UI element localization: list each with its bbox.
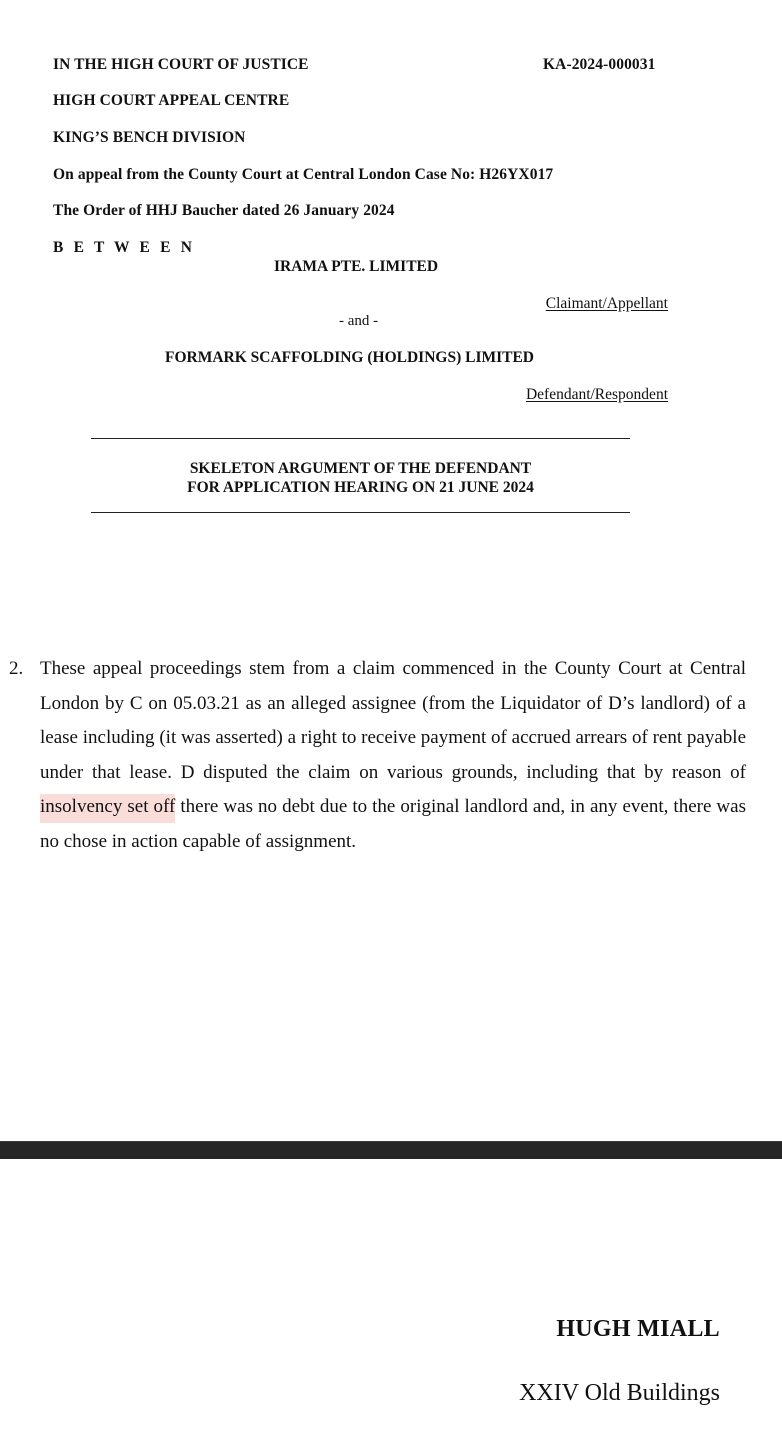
page-divider-band <box>0 1141 782 1159</box>
counsel-name: HUGH MIALL <box>556 1316 720 1342</box>
highlighted-text[interactable]: insolvency set off <box>40 794 175 823</box>
order-reference: The Order of HHJ Baucher dated 26 January 2024 <box>53 202 395 219</box>
court-name: IN THE HIGH COURT OF JUSTICE <box>53 56 309 73</box>
appeal-from: On appeal from the County Court at Central London Case No: H26YX017 <box>53 166 554 183</box>
defendant-name: FORMARK SCAFFOLDING (HOLDINGS) LIMITED <box>165 349 535 366</box>
title-line-2: FOR APPLICATION HEARING ON 21 JUNE 2024 <box>187 479 534 496</box>
between-label: B E T W E E N <box>53 239 196 256</box>
document-title <box>91 459 630 497</box>
appeal-centre: HIGH COURT APPEAL CENTRE <box>53 92 290 109</box>
title-rule-bottom <box>91 512 630 513</box>
paragraph-number: 2. <box>9 658 24 679</box>
defendant-role: Defendant/Respondent <box>525 386 668 403</box>
paragraph-text-before: These appeal proceedings stem from a claim commenced in the County Court at Central London by C on 05.03.21 as an alleged assignee (from the Liquidator of D’s landlord) of a lease including (it was asserted) a right to receive payment of accrued arrears of rent payable under that lease. D disputed the claim on various grounds, including that by reason of <box>40 658 746 783</box>
paragraph-body <box>40 652 746 860</box>
title-line-1: SKELETON ARGUMENT OF THE DEFENDANT <box>189 460 532 477</box>
claim-number: KA-2024-000031 <box>543 56 656 73</box>
court-division: KING’S BENCH DIVISION <box>53 129 246 146</box>
paragraph-text-after: there was no debt due to the original landlord and, in any event, there was no chose in action capable of assignment. <box>40 796 746 852</box>
chambers-name: XXIV Old Buildings <box>519 1380 720 1406</box>
and-separator: - and - <box>339 313 379 329</box>
claimant-name: IRAMA PTE. LIMITED <box>274 258 439 275</box>
title-rule-top <box>91 438 630 439</box>
claimant-role: Claimant/Appellant <box>545 295 668 312</box>
